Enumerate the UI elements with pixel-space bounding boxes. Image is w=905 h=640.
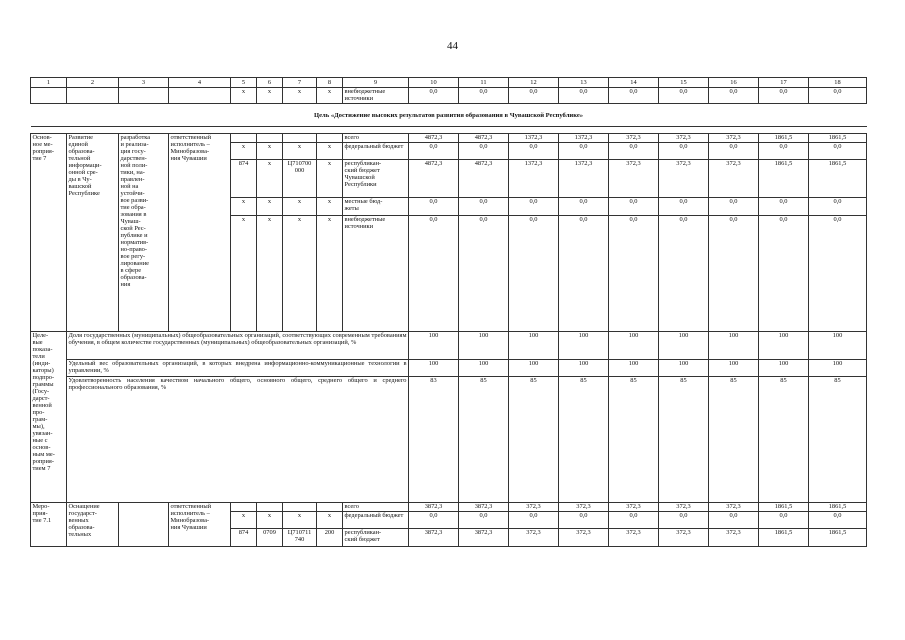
value-cell: 0,0 <box>559 88 609 104</box>
value-cell: 100 <box>459 332 509 360</box>
value-cell: 0,0 <box>509 88 559 104</box>
value-cell: 1372,3 <box>559 160 609 198</box>
table-row <box>31 332 867 360</box>
value-cell: 100 <box>659 360 709 377</box>
value-cell: 0,0 <box>809 143 867 160</box>
code-cell: x <box>231 143 257 160</box>
funding-source: федеральный бюджет <box>343 512 409 529</box>
value-cell: 0,0 <box>759 143 809 160</box>
code-cell: x <box>317 88 343 104</box>
value-cell: 85 <box>659 377 709 503</box>
column-number-row <box>31 78 867 88</box>
value-cell: 1861,5 <box>809 160 867 198</box>
value-cell: 0,0 <box>659 143 709 160</box>
value-cell: 100 <box>709 332 759 360</box>
value-cell: 85 <box>459 377 509 503</box>
column-number: 8 <box>317 78 343 88</box>
value-cell: 0,0 <box>609 198 659 216</box>
value-cell: 100 <box>459 360 509 377</box>
value-cell: 0,0 <box>759 88 809 104</box>
value-cell: 3872,3 <box>459 503 509 512</box>
value-cell: 3872,3 <box>459 529 509 547</box>
code-cell: Ц710700 000 <box>283 160 317 198</box>
value-cell: 372,3 <box>709 529 759 547</box>
value-cell: 85 <box>609 377 659 503</box>
code-cell: x <box>257 512 283 529</box>
value-cell: 0,0 <box>809 198 867 216</box>
value-cell: 100 <box>709 360 759 377</box>
code-cell: x <box>283 88 317 104</box>
indicator-text: Удельный вес образовательных организаций, в которых внедрена информационно-коммуникационные технологии в управлении, % <box>67 360 409 377</box>
code-cell: 0709 <box>257 529 283 547</box>
indicators-label: Целе- вые показа- тели (инди- каторы) подпро- граммы (Госу- дарст- венной про- грам- мы), увязан- ные с основ- ным ме- роприя- тием 7 <box>31 332 67 503</box>
value-cell: 100 <box>759 360 809 377</box>
code-cell: 200 <box>317 529 343 547</box>
value-cell: 372,3 <box>509 529 559 547</box>
value-cell: 0,0 <box>459 216 509 332</box>
value-cell: 0,0 <box>509 143 559 160</box>
value-cell: 0,0 <box>659 88 709 104</box>
value-cell: 0,0 <box>659 198 709 216</box>
indicator-text: Удовлетворенность населения качеством начального общего, основного общего, среднего общего и среднего профессионального образования, % <box>67 377 409 503</box>
event-description <box>119 503 169 547</box>
value-cell: 0,0 <box>559 143 609 160</box>
value-cell: 4872,3 <box>409 160 459 198</box>
value-cell: 0,0 <box>409 216 459 332</box>
column-number: 18 <box>809 78 867 88</box>
value-cell: 1861,5 <box>809 134 867 143</box>
value-cell: 1861,5 <box>809 503 867 512</box>
column-number: 10 <box>409 78 459 88</box>
value-cell: 0,0 <box>709 143 759 160</box>
value-cell: 372,3 <box>709 503 759 512</box>
value-cell: 0,0 <box>459 88 509 104</box>
goal-row <box>31 104 867 127</box>
code-cell <box>231 134 257 143</box>
code-cell: x <box>257 198 283 216</box>
code-cell: x <box>231 216 257 332</box>
value-cell: 100 <box>759 332 809 360</box>
value-cell: 372,3 <box>659 529 709 547</box>
event-description: разработка и реализа- ция госу- дарствен- ной поли- тики, на- правлен- ной на устойчи- вое разви- тие обра- зования в Чуваш- ской Рес- публике и норматив- но-право- вое регу- лирование в сфере образова- ния <box>119 134 169 332</box>
value-cell: 0,0 <box>709 88 759 104</box>
code-cell: x <box>257 160 283 198</box>
code-cell: x <box>317 216 343 332</box>
value-cell: 0,0 <box>609 512 659 529</box>
table-row <box>31 134 867 143</box>
value-cell: 0,0 <box>409 512 459 529</box>
value-cell: 0,0 <box>609 88 659 104</box>
column-number: 12 <box>509 78 559 88</box>
value-cell: 85 <box>709 377 759 503</box>
value-cell: 1861,5 <box>759 503 809 512</box>
page-number: 44 <box>447 40 458 52</box>
column-number: 3 <box>119 78 169 88</box>
value-cell: 0,0 <box>409 198 459 216</box>
value-cell: 372,3 <box>659 160 709 198</box>
value-cell: 0,0 <box>809 216 867 332</box>
value-cell: 372,3 <box>609 529 659 547</box>
column-number: 4 <box>169 78 231 88</box>
funding-source: всего <box>343 134 409 143</box>
value-cell: 0,0 <box>609 216 659 332</box>
value-cell: 372,3 <box>709 134 759 143</box>
column-number: 6 <box>257 78 283 88</box>
column-number: 2 <box>67 78 119 88</box>
value-cell: 4872,3 <box>409 134 459 143</box>
column-number: 1 <box>31 78 67 88</box>
column-number: 7 <box>283 78 317 88</box>
value-cell: 0,0 <box>559 216 609 332</box>
value-cell: 1861,5 <box>759 529 809 547</box>
code-cell: 874 <box>231 529 257 547</box>
value-cell: 1861,5 <box>759 160 809 198</box>
code-cell: x <box>257 216 283 332</box>
code-cell <box>283 134 317 143</box>
value-cell: 85 <box>509 377 559 503</box>
event-label: Основ- ное ме- роприя- тие 7 <box>31 134 67 332</box>
code-cell <box>317 134 343 143</box>
code-cell <box>231 503 257 512</box>
value-cell: 0,0 <box>759 198 809 216</box>
value-cell: 85 <box>809 377 867 503</box>
value-cell: 1372,3 <box>509 134 559 143</box>
column-number: 14 <box>609 78 659 88</box>
value-cell: 0,0 <box>509 198 559 216</box>
funding-source: внебюджетные источники <box>343 88 409 104</box>
value-cell: 3872,3 <box>409 529 459 547</box>
value-cell: 0,0 <box>459 198 509 216</box>
code-cell: x <box>317 160 343 198</box>
value-cell: 0,0 <box>809 512 867 529</box>
value-cell: 372,3 <box>559 503 609 512</box>
value-cell: 0,0 <box>509 216 559 332</box>
value-cell: 372,3 <box>509 503 559 512</box>
event-name: Развитие единой образова- тельной информаци- онной сре- ды в Чу- вашской Республике <box>67 134 119 332</box>
code-cell <box>257 503 283 512</box>
funding-source: республикан- ский бюджет <box>343 529 409 547</box>
value-cell: 0,0 <box>659 216 709 332</box>
column-number: 15 <box>659 78 709 88</box>
value-cell: 372,3 <box>659 134 709 143</box>
code-cell: x <box>283 198 317 216</box>
funding-source: республикан- ский бюджет Чувашской Республики <box>343 160 409 198</box>
column-number: 13 <box>559 78 609 88</box>
event-name: Оснащение государст- венных образова- тельных <box>67 503 119 547</box>
code-cell: 874 <box>231 160 257 198</box>
value-cell: 0,0 <box>709 198 759 216</box>
value-cell: 3872,3 <box>409 503 459 512</box>
value-cell: 0,0 <box>409 143 459 160</box>
column-number: 9 <box>343 78 409 88</box>
event-label: Меро- прия- тие 7.1 <box>31 503 67 547</box>
value-cell: 0,0 <box>409 88 459 104</box>
value-cell: 100 <box>809 360 867 377</box>
code-cell <box>317 503 343 512</box>
funding-source: внебюджетные источники <box>343 216 409 332</box>
code-cell <box>283 503 317 512</box>
value-cell: 0,0 <box>459 143 509 160</box>
indicator-text: Доля государственных (муниципальных) общеобразовательных организаций, соответствующих современным требованиям обучения, в общем количестве государственных (муниципальных) общеобразовательных организаций, % <box>67 332 409 360</box>
value-cell: 0,0 <box>759 512 809 529</box>
code-cell: x <box>231 88 257 104</box>
value-cell: 0,0 <box>559 512 609 529</box>
value-cell: 100 <box>609 360 659 377</box>
value-cell: 100 <box>409 332 459 360</box>
table-row <box>31 88 867 104</box>
funding-source: всего <box>343 503 409 512</box>
event-responsible: ответственный исполнитель – Минобразова- ния Чувашии <box>169 503 231 547</box>
goal-title: Цель «Достижение высоких результатов развития образования в Чувашской Республике» <box>31 104 867 127</box>
value-cell: 0,0 <box>709 216 759 332</box>
value-cell: 0,0 <box>659 512 709 529</box>
value-cell: 372,3 <box>609 503 659 512</box>
value-cell: 1861,5 <box>759 134 809 143</box>
value-cell: 0,0 <box>809 88 867 104</box>
code-cell <box>257 134 283 143</box>
value-cell: 100 <box>659 332 709 360</box>
funding-source: федеральный бюджет <box>343 143 409 160</box>
value-cell: 1861,5 <box>809 529 867 547</box>
value-cell: 100 <box>509 332 559 360</box>
value-cell: 0,0 <box>609 143 659 160</box>
code-cell: x <box>283 512 317 529</box>
value-cell: 1372,3 <box>509 160 559 198</box>
value-cell: 83 <box>409 377 459 503</box>
value-cell: 100 <box>559 332 609 360</box>
value-cell: 372,3 <box>559 529 609 547</box>
code-cell: x <box>231 198 257 216</box>
column-number: 5 <box>231 78 257 88</box>
value-cell: 85 <box>559 377 609 503</box>
budget-table <box>30 77 867 547</box>
value-cell: 100 <box>609 332 659 360</box>
event-responsible: ответственный исполнитель – Минобразова- ния Чувашии <box>169 134 231 332</box>
value-cell: 0,0 <box>509 512 559 529</box>
value-cell: 0,0 <box>459 512 509 529</box>
value-cell: 372,3 <box>609 134 659 143</box>
code-cell: x <box>317 198 343 216</box>
value-cell: 4872,3 <box>459 134 509 143</box>
code-cell: Ц710711 740 <box>283 529 317 547</box>
value-cell: 372,3 <box>709 160 759 198</box>
code-cell: x <box>231 512 257 529</box>
value-cell: 4872,3 <box>459 160 509 198</box>
code-cell: x <box>257 143 283 160</box>
value-cell: 372,3 <box>609 160 659 198</box>
funding-source: местные бюд- жеты <box>343 198 409 216</box>
value-cell: 100 <box>409 360 459 377</box>
code-cell: x <box>257 88 283 104</box>
value-cell: 372,3 <box>659 503 709 512</box>
column-number: 17 <box>759 78 809 88</box>
value-cell: 100 <box>509 360 559 377</box>
code-cell: x <box>283 216 317 332</box>
code-cell: x <box>317 512 343 529</box>
value-cell: 85 <box>759 377 809 503</box>
column-number: 16 <box>709 78 759 88</box>
value-cell: 0,0 <box>559 198 609 216</box>
code-cell: x <box>283 143 317 160</box>
table-row <box>31 377 867 503</box>
column-number: 11 <box>459 78 509 88</box>
table-row <box>31 503 867 512</box>
value-cell: 0,0 <box>709 512 759 529</box>
value-cell: 100 <box>559 360 609 377</box>
code-cell: x <box>317 143 343 160</box>
table-row <box>31 360 867 377</box>
value-cell: 0,0 <box>759 216 809 332</box>
value-cell: 1372,3 <box>559 134 609 143</box>
value-cell: 100 <box>809 332 867 360</box>
